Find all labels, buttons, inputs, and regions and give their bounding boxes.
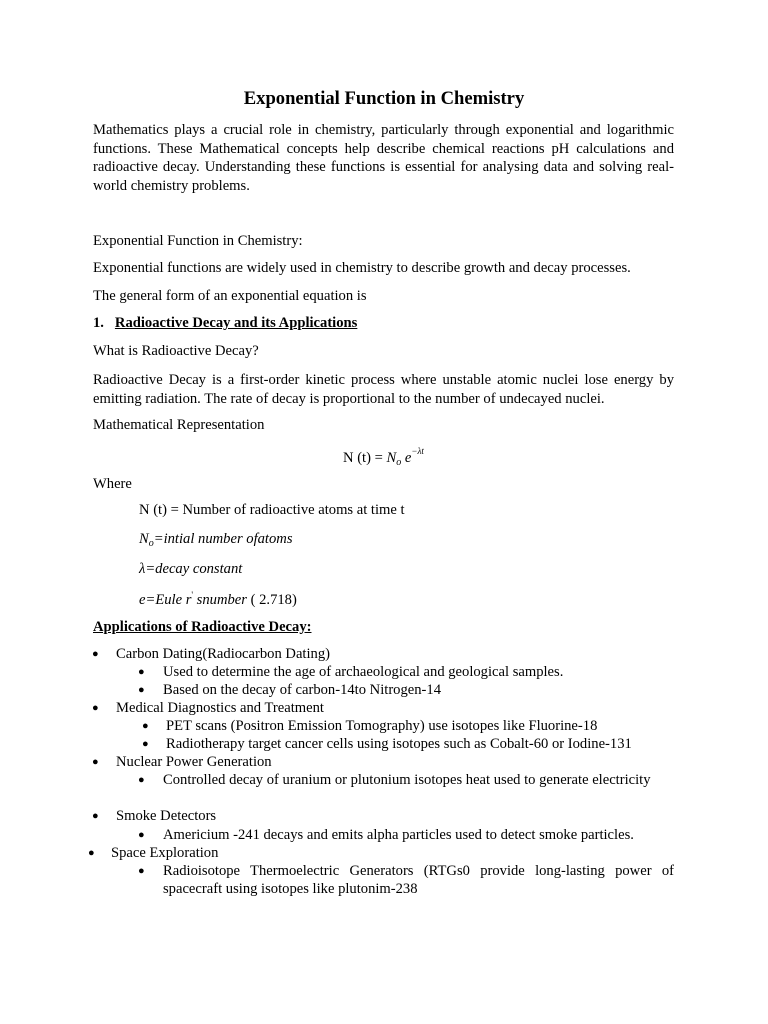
list-subitem: Americium -241 decays and emits alpha particles used to detect smoke particles. <box>163 827 634 843</box>
applications-heading: Applications of Radioactive Decay: <box>93 619 312 635</box>
bullet-icon: ● <box>92 810 99 822</box>
e-text2: snumber <box>193 591 247 608</box>
bullet-icon: ● <box>88 847 95 859</box>
exp-use-text: Exponential functions are widely used in chemistry to describe growth and decay processes. <box>93 260 631 276</box>
formula-e: e <box>404 450 412 466</box>
no-symbol: N <box>139 531 149 547</box>
lambda-text: λ=decay constant <box>139 561 243 577</box>
list-subitem: PET scans (Positron Emission Tomography) use isotopes like Fluorine-18 <box>166 718 598 734</box>
section-title: Radioactive Decay and its Applications <box>114 315 358 331</box>
section-heading <box>93 315 357 332</box>
definition-nt: N (t) = Number of radioactive atoms at time t <box>139 502 405 518</box>
bullet-icon: ● <box>138 684 145 696</box>
bullet-icon: ● <box>138 829 145 841</box>
list-item: Smoke Detectors <box>116 808 217 824</box>
bullet-icon: ● <box>142 720 149 732</box>
decay-formula <box>343 446 424 468</box>
list-subitem: Used to determine the age of archaeological and geological samples. <box>163 664 564 680</box>
formula-exponent: −λt <box>411 446 424 456</box>
formula-n-sub: o <box>396 457 402 468</box>
list-subitem: Radioisotope Thermoelectric Generators (RTGs0 provide long-lasting power of spacecraft using isotopes like plutonim-238 <box>163 863 674 897</box>
list-subitem: Radiotherapy target cancer cells using isotopes such as Cobalt-60 or Iodine-131 <box>166 736 632 752</box>
formula-lhs: N (t) = <box>343 450 383 466</box>
question-text: What is Radioactive Decay? <box>93 343 259 359</box>
no-subscript: o <box>148 538 154 549</box>
bullet-icon: ● <box>142 738 149 750</box>
bullet-icon: ● <box>92 756 99 768</box>
general-form-text: The general form of an exponential equation is <box>93 288 367 304</box>
formula-n: N <box>386 450 397 466</box>
bullet-icon: ● <box>92 648 99 660</box>
no-text: =intial number ofatoms <box>153 531 293 547</box>
list-subitem: Based on the decay of carbon-14to Nitrogen-14 <box>163 682 442 698</box>
e-text: e=Eule r <box>139 591 192 608</box>
e-value: ( 2.718) <box>250 591 297 608</box>
e-mark: ' <box>191 590 194 600</box>
intro-paragraph: Mathematics plays a crucial role in chemistry, particularly through exponential and logarithmic functions. These Mathematical concepts help describe chemical reactions pH calculations and radioactive decay. Understanding these functions is essential for analysing data and solving real-world chemistry problems. <box>93 122 674 194</box>
bullet-icon: ● <box>92 702 99 714</box>
section-number: 1. <box>93 315 104 331</box>
list-item: Space Exploration <box>111 845 219 861</box>
bullet-icon: ● <box>138 774 145 786</box>
definition-no <box>139 531 293 549</box>
where-label: Where <box>93 476 132 492</box>
bullet-icon: ● <box>138 666 145 678</box>
list-item: Carbon Dating(Radiocarbon Dating) <box>116 646 330 662</box>
list-subitem: Controlled decay of uranium or plutonium isotopes heat used to generate electricity <box>163 772 651 788</box>
list-item: Nuclear Power Generation <box>116 754 272 770</box>
math-representation-label: Mathematical Representation <box>93 417 265 433</box>
list-item: Medical Diagnostics and Treatment <box>116 700 324 716</box>
bullet-icon: ● <box>138 865 145 877</box>
exp-heading: Exponential Function in Chemistry: <box>93 233 303 249</box>
definition-e <box>139 590 297 609</box>
definition-lambda <box>139 561 242 578</box>
definition-paragraph: Radioactive Decay is a first-order kinetic process where unstable atomic nuclei lose energy by emitting radiation. The rate of decay is proportional to the number of undecayed nuclei. <box>93 372 674 407</box>
document-title: Exponential Function in Chemistry <box>243 88 525 109</box>
